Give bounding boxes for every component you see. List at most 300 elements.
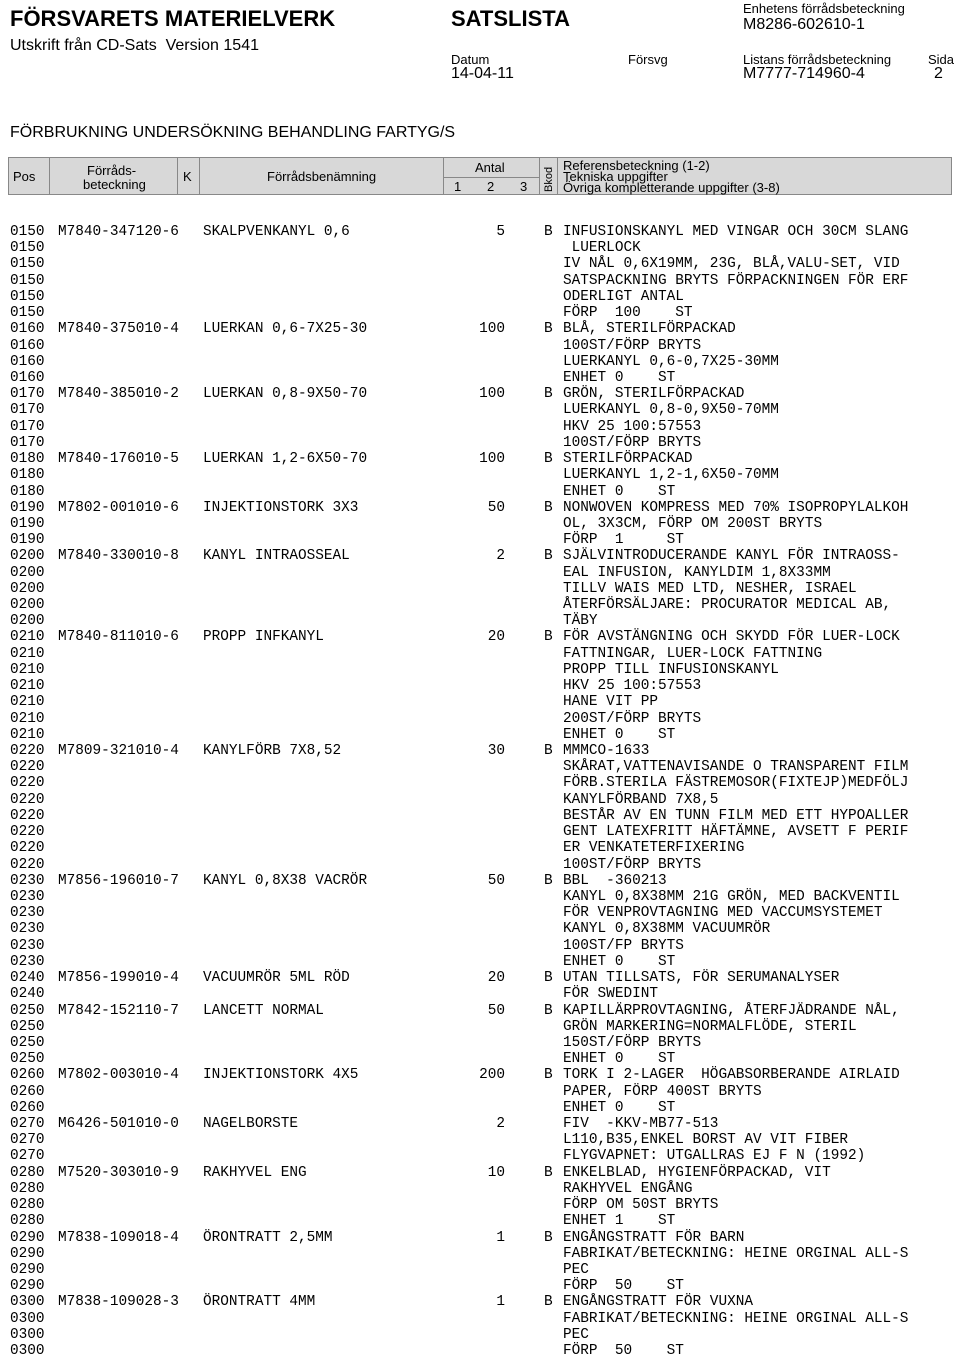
row-ref-text: SKÅRAT,VATTENAVISANDE O TRANSPARENT FILM	[563, 759, 909, 776]
row-ref-text: FÖRP OM 50ST BRYTS	[563, 1197, 719, 1214]
row-pos: 0150	[10, 240, 45, 257]
row-pos: 0150	[10, 305, 45, 322]
table-row	[10, 873, 955, 889]
row-pos: 0200	[10, 548, 45, 565]
table-row	[10, 727, 955, 743]
table-row	[10, 694, 955, 710]
table-row	[10, 1327, 955, 1343]
row-ref-text: LUERKANYL 1,2-1,6X50-70MM	[563, 467, 779, 484]
table-row	[10, 1003, 955, 1019]
table-row	[10, 581, 955, 597]
table-row	[10, 840, 955, 856]
section-title: FÖRBRUKNING UNDERSÖKNING BEHANDLING FARTYG/S	[10, 124, 456, 141]
row-pos: 0250	[10, 1018, 45, 1035]
row-ref-text: MMMCO-1633	[563, 743, 650, 759]
row-forrads-nr: M7802-003010-4	[58, 1067, 179, 1084]
row-forrads-nr: M7838-109018-4	[58, 1229, 179, 1246]
table-row	[10, 565, 955, 581]
row-forrads-nr: M7809-321010-4	[58, 743, 179, 759]
row-bkod: B	[544, 1164, 553, 1181]
row-ref-text: ENKELBLAD, HYGIENFÖRPACKAD, VIT	[563, 1164, 831, 1181]
row-pos: 0220	[10, 807, 45, 824]
row-ref-text: EAL INFUSION, KANYLDIM 1,8X33MM	[563, 564, 831, 581]
table-row	[10, 954, 955, 970]
row-pos: 0210	[10, 726, 45, 743]
table-row	[10, 662, 955, 678]
row-forrads-nr: M7802-001010-6	[58, 499, 179, 516]
doc-type: SATSLISTA	[451, 6, 570, 31]
row-forrads-nr: M7840-330010-8	[58, 548, 179, 565]
row-ref-text: FATTNINGAR, LUER-LOCK FATTNING	[563, 645, 823, 662]
col-forrads-1: Förråds-	[87, 163, 137, 178]
row-bkod: B	[544, 321, 553, 338]
col-ref-1: Referensbeteckning (1-2)	[563, 158, 710, 173]
row-forrads-nr: M6426-501010-0	[58, 1116, 179, 1133]
row-name: INJEKTIONSTORK 4X5	[203, 1067, 359, 1084]
row-ref-text: FABRIKAT/BETECKNING: HEINE ORGINAL ALL-S	[563, 1310, 909, 1327]
table-row	[10, 1262, 955, 1278]
row-bkod: B	[544, 1229, 553, 1246]
row-name: KANYL INTRAOSSEAL	[203, 548, 350, 565]
row-pos: 0150	[10, 272, 45, 289]
row-qty: 30	[487, 743, 505, 759]
row-ref-text: FIV -KKV-MB77-513	[563, 1116, 719, 1133]
row-pos: 0290	[10, 1262, 45, 1278]
row-ref-text: KANYL 0,8X38MM 21G GRÖN, MED BACKVENTIL	[563, 888, 900, 905]
table-row	[10, 1197, 955, 1213]
row-pos: 0190	[10, 515, 45, 532]
table-row	[10, 402, 955, 418]
table-row	[10, 1084, 955, 1100]
row-ref-text: FÖRP 50 ST	[563, 1343, 684, 1360]
page-label: Sida	[928, 52, 955, 67]
row-pos: 0170	[10, 402, 45, 419]
table-row	[10, 370, 955, 386]
table-row	[10, 289, 955, 305]
table-row	[10, 484, 955, 500]
row-qty: 50	[487, 499, 505, 516]
row-bkod: B	[544, 1294, 553, 1311]
org-title: FÖRSVARETS MATERIELVERK	[10, 6, 336, 31]
row-qty: 100	[479, 386, 505, 403]
row-forrads-nr: M7840-385010-2	[58, 386, 179, 403]
table-row	[10, 792, 955, 808]
row-pos: 0290	[10, 1245, 45, 1262]
row-ref-text: GENT LATEXFRITT HÄFTÄMNE, AVSETT F PERIF	[563, 824, 909, 841]
row-pos: 0260	[10, 1067, 45, 1084]
row-pos: 0210	[10, 694, 45, 711]
table-row	[10, 305, 955, 321]
row-ref-text: OL, 3X3CM, FÖRP OM 200ST BRYTS	[563, 515, 823, 532]
table-row	[10, 532, 955, 548]
row-pos: 0220	[10, 759, 45, 776]
row-ref-text: HKV 25 100:57553	[563, 678, 702, 695]
row-pos: 0250	[10, 1051, 45, 1068]
table-row	[10, 1148, 955, 1164]
row-pos: 0220	[10, 743, 45, 759]
row-pos: 0230	[10, 905, 45, 922]
row-ref-text: ENHET 0 ST	[563, 1099, 676, 1116]
table-row	[10, 1132, 955, 1148]
row-pos: 0180	[10, 483, 45, 500]
row-forrads-nr: M7856-199010-4	[58, 970, 179, 987]
table-row	[10, 1067, 955, 1083]
row-pos: 0190	[10, 532, 45, 549]
row-qty: 200	[479, 1067, 505, 1084]
table-row	[10, 1116, 955, 1132]
row-ref-text: IV NÅL 0,6X19MM, 23G, BLÅ,VALU-SET, VID	[563, 256, 900, 273]
col-antal: Antal	[475, 160, 505, 175]
row-forrads-nr: M7856-196010-7	[58, 872, 179, 889]
row-pos: 0170	[10, 434, 45, 451]
row-ref-text: GRÖN MARKERING=NORMALFLÖDE, STERIL	[563, 1018, 857, 1035]
row-ref-text: PEC	[563, 1326, 589, 1343]
table-row	[10, 354, 955, 370]
row-ref-text: TILLV WAIS MED LTD, NESHER, ISRAEL	[563, 580, 857, 597]
col-antal-1: 1	[454, 179, 462, 194]
row-pos: 0220	[10, 791, 45, 808]
row-forrads-nr: M7840-347120-6	[58, 224, 179, 240]
row-ref-text: ENHET 1 ST	[563, 1213, 676, 1230]
row-ref-text: FÖRB.STERILA FÄSTREMOSOR(FIXTEJP)MEDFÖLJ	[563, 775, 909, 792]
row-ref-text: KANYL 0,8X38MM VACUUMRÖR	[563, 921, 771, 938]
row-bkod: B	[544, 386, 553, 403]
table-row	[10, 419, 955, 435]
row-pos: 0260	[10, 1083, 45, 1100]
table-row	[10, 986, 955, 1002]
table-row	[10, 1246, 955, 1262]
table-row	[10, 1051, 955, 1067]
row-bkod: B	[544, 970, 553, 987]
row-ref-text: ÅTERFÖRSÄLJARE: PROCURATOR MEDICAL AB,	[563, 597, 892, 614]
row-ref-text: FÖRP 1 ST	[563, 532, 684, 549]
row-qty: 20	[487, 629, 505, 646]
table-row	[10, 1230, 955, 1246]
row-forrads-nr: M7840-811010-6	[58, 629, 179, 646]
row-pos: 0210	[10, 629, 45, 646]
row-ref-text: FÖR AVSTÄNGNING OCH SKYDD FÖR LUER-LOCK	[563, 629, 900, 646]
row-bkod: B	[544, 629, 553, 646]
row-ref-text: RAKHYVEL ENGÅNG	[563, 1180, 693, 1197]
row-pos: 0200	[10, 597, 45, 614]
row-ref-text: FLYGVAPNET: UTGALLRAS EJ F N (1992)	[563, 1148, 866, 1165]
row-pos: 0220	[10, 856, 45, 873]
row-forrads-nr: M7520-303010-9	[58, 1164, 179, 1181]
table-row	[10, 889, 955, 905]
table-row	[10, 759, 955, 775]
row-name: KANYL 0,8X38 VACRÖR	[203, 872, 368, 889]
date-value: 14-04-11	[451, 65, 514, 82]
table-row	[10, 1035, 955, 1051]
row-ref-text: 100ST/FÖRP BRYTS	[563, 337, 702, 354]
row-pos: 0160	[10, 337, 45, 354]
table-row	[10, 1213, 955, 1229]
row-name: INJEKTIONSTORK 3X3	[203, 499, 359, 516]
date-label: Datum	[451, 52, 490, 67]
row-ref-text: 150ST/FÖRP BRYTS	[563, 1034, 702, 1051]
table-row	[10, 613, 955, 629]
row-bkod: B	[544, 451, 553, 468]
row-pos: 0150	[10, 256, 45, 273]
row-ref-text: ENHET 0 ST	[563, 483, 676, 500]
row-ref-text: ENHET 0 ST	[563, 369, 676, 386]
row-ref-text: LUERKANYL 0,6-0,7X25-30MM	[563, 353, 779, 370]
item-list	[10, 224, 955, 1359]
row-ref-text: BESTÅR AV EN TUNN FILM MED ETT HYPOALLER	[563, 807, 909, 824]
row-pos: 0280	[10, 1197, 45, 1214]
row-forrads-nr: M7842-152110-7	[58, 1002, 179, 1019]
row-qty: 50	[487, 872, 505, 889]
row-ref-text: ENHET 0 ST	[563, 953, 676, 970]
table-row	[10, 548, 955, 564]
table-row	[10, 1165, 955, 1181]
row-name: ÖRONTRATT 2,5MM	[203, 1229, 333, 1246]
row-ref-text: FÖRP 100 ST	[563, 305, 693, 322]
row-bkod: B	[544, 224, 553, 240]
table-row	[10, 1294, 955, 1310]
row-ref-text: TORK I 2-LAGER HÖGABSORBERANDE AIRLAID	[563, 1067, 900, 1084]
row-qty: 2	[496, 548, 505, 565]
row-ref-text: SJÄLVINTRODUCERANDE KANYL FÖR INTRAOSS-	[563, 548, 900, 565]
row-pos: 0290	[10, 1278, 45, 1295]
row-name: PROPP INFKANYL	[203, 629, 324, 646]
row-ref-text: 200ST/FÖRP BRYTS	[563, 710, 702, 727]
row-pos: 0250	[10, 1002, 45, 1019]
row-ref-text: FABRIKAT/BETECKNING: HEINE ORGINAL ALL-S	[563, 1245, 909, 1262]
table-row	[10, 808, 955, 824]
row-qty: 1	[496, 1229, 505, 1246]
column-header-bar	[8, 157, 952, 195]
col-ref-2: Tekniska uppgifter	[563, 169, 668, 184]
row-ref-text: 100ST/FÖRP BRYTS	[563, 434, 702, 451]
row-pos: 0230	[10, 872, 45, 889]
table-row	[10, 938, 955, 954]
row-pos: 0280	[10, 1180, 45, 1197]
row-name: LUERKAN 0,8-9X50-70	[203, 386, 368, 403]
row-pos: 0160	[10, 369, 45, 386]
table-row	[10, 970, 955, 986]
row-pos: 0300	[10, 1310, 45, 1327]
row-ref-text: L110,B35,ENKEL BORST AV VIT FIBER	[563, 1132, 848, 1149]
table-row	[10, 516, 955, 532]
row-pos: 0150	[10, 224, 45, 240]
row-ref-text: FÖR SWEDINT	[563, 986, 658, 1003]
forsvg-label: Försvg	[628, 52, 668, 67]
row-ref-text: PROPP TILL INFUSIONSKANYL	[563, 661, 779, 678]
unit-value: M8286-602610-1	[743, 16, 865, 33]
row-pos: 0210	[10, 661, 45, 678]
row-bkod: B	[544, 499, 553, 516]
row-bkod: B	[544, 548, 553, 565]
table-row	[10, 824, 955, 840]
row-ref-text: UTAN TILLSATS, FÖR SERUMANALYSER	[563, 970, 840, 987]
row-ref-text: GRÖN, STERILFÖRPACKAD	[563, 386, 745, 403]
row-pos: 0270	[10, 1116, 45, 1133]
row-pos: 0300	[10, 1343, 45, 1360]
table-row	[10, 500, 955, 516]
row-ref-text: LUERKANYL 0,8-0,9X50-70MM	[563, 402, 779, 419]
subtitle: Utskrift från CD-Sats Version 1541	[10, 37, 259, 54]
row-ref-text: ENGÅNGSTRATT FÖR VUXNA	[563, 1294, 753, 1311]
table-row	[10, 1019, 955, 1035]
row-ref-text: FÖR VENPROVTAGNING MED VACCUMSYSTEMET	[563, 905, 883, 922]
table-row	[10, 224, 955, 240]
col-k: K	[183, 169, 192, 184]
col-pos: Pos	[13, 169, 36, 184]
row-qty: 10	[487, 1164, 505, 1181]
row-qty: 1	[496, 1294, 505, 1311]
row-pos: 0270	[10, 1148, 45, 1165]
row-qty: 2	[496, 1116, 505, 1133]
row-pos: 0270	[10, 1132, 45, 1149]
table-row	[10, 646, 955, 662]
table-row	[10, 743, 955, 759]
table-row	[10, 678, 955, 694]
row-pos: 0220	[10, 840, 45, 857]
row-pos: 0210	[10, 678, 45, 695]
row-name: KANYLFÖRB 7X8,52	[203, 743, 342, 759]
row-ref-text: NONWOVEN KOMPRESS MED 70% ISOPROPYLALKOH	[563, 499, 909, 516]
col-antal-3: 3	[520, 179, 528, 194]
row-pos: 0200	[10, 613, 45, 630]
row-pos: 0280	[10, 1213, 45, 1230]
row-pos: 0260	[10, 1099, 45, 1116]
row-name: LUERKAN 0,6-7X25-30	[203, 321, 368, 338]
table-row	[10, 1181, 955, 1197]
row-pos: 0180	[10, 451, 45, 468]
table-row	[10, 386, 955, 402]
col-antal-2: 2	[487, 179, 495, 194]
row-pos: 0280	[10, 1164, 45, 1181]
row-name: LUERKAN 1,2-6X50-70	[203, 451, 368, 468]
row-pos: 0170	[10, 418, 45, 435]
row-pos: 0230	[10, 953, 45, 970]
row-ref-text: HANE VIT PP	[563, 694, 658, 711]
row-pos: 0300	[10, 1326, 45, 1343]
table-row	[10, 451, 955, 467]
table-row	[10, 321, 955, 337]
col-ref-3: Övriga kompletterande uppgifter (3-8)	[563, 180, 780, 195]
row-pos: 0240	[10, 986, 45, 1003]
row-ref-text: TÄBY	[563, 613, 598, 630]
row-name: SKALPVENKANYL 0,6	[203, 224, 350, 240]
row-pos: 0200	[10, 580, 45, 597]
row-pos: 0180	[10, 467, 45, 484]
row-ref-text: ENGÅNGSTRATT FÖR BARN	[563, 1229, 745, 1246]
row-pos: 0170	[10, 386, 45, 403]
row-ref-text: BLÅ, STERILFÖRPACKAD	[563, 321, 736, 338]
row-forrads-nr: M7838-109028-3	[58, 1294, 179, 1311]
row-ref-text: 100ST/FP BRYTS	[563, 937, 684, 954]
table-row	[10, 338, 955, 354]
row-qty: 100	[479, 451, 505, 468]
row-bkod: B	[544, 872, 553, 889]
row-ref-text: STERILFÖRPACKAD	[563, 451, 693, 468]
list-value: M7777-714960-4	[743, 65, 865, 82]
row-qty: 20	[487, 970, 505, 987]
row-ref-text: ENHET 0 ST	[563, 1051, 676, 1068]
row-pos: 0250	[10, 1034, 45, 1051]
row-pos: 0210	[10, 645, 45, 662]
col-forrads-2: beteckning	[83, 177, 146, 192]
row-qty: 5	[496, 224, 505, 240]
table-row	[10, 273, 955, 289]
row-pos: 0220	[10, 775, 45, 792]
row-name: LANCETT NORMAL	[203, 1002, 324, 1019]
table-row	[10, 629, 955, 645]
table-row	[10, 597, 955, 613]
row-ref-text: HKV 25 100:57553	[563, 418, 702, 435]
row-name: NAGELBORSTE	[203, 1116, 298, 1133]
row-ref-text: PEC	[563, 1262, 589, 1278]
row-forrads-nr: M7840-375010-4	[58, 321, 179, 338]
row-ref-text: KAPILLÄRPROVTAGNING, ÅTERFJÄDRANDE NÅL,	[563, 1002, 900, 1019]
table-row	[10, 467, 955, 483]
row-pos: 0300	[10, 1294, 45, 1311]
row-pos: 0210	[10, 710, 45, 727]
table-row	[10, 256, 955, 272]
row-forrads-nr: M7840-176010-5	[58, 451, 179, 468]
row-ref-text: FÖRP 50 ST	[563, 1278, 684, 1295]
row-ref-text: INFUSIONSKANYL MED VINGAR OCH 30CM SLANG	[563, 224, 909, 240]
row-ref-text: PAPER, FÖRP 400ST BRYTS	[563, 1083, 762, 1100]
table-row	[10, 1100, 955, 1116]
row-pos: 0290	[10, 1229, 45, 1246]
row-ref-text: ER VENKATETERFIXERING	[563, 840, 745, 857]
col-bkod: Bkod	[543, 166, 555, 192]
row-name: VACUUMRÖR 5ML RÖD	[203, 970, 350, 987]
row-bkod: B	[544, 1002, 553, 1019]
row-pos: 0190	[10, 499, 45, 516]
table-row	[10, 921, 955, 937]
table-row	[10, 857, 955, 873]
row-ref-text: KANYLFÖRBAND 7X8,5	[563, 791, 719, 808]
list-label: Listans förrådsbeteckning	[743, 52, 892, 67]
table-row	[10, 435, 955, 451]
row-qty: 50	[487, 1002, 505, 1019]
row-pos: 0240	[10, 970, 45, 987]
row-pos: 0230	[10, 937, 45, 954]
table-row	[10, 1311, 955, 1327]
row-pos: 0220	[10, 824, 45, 841]
row-pos: 0150	[10, 288, 45, 305]
row-ref-text: 100ST/FÖRP BRYTS	[563, 856, 702, 873]
page-value: 2	[934, 65, 943, 82]
row-pos: 0230	[10, 888, 45, 905]
table-row	[10, 1278, 955, 1294]
row-ref-text: BBL -360213	[563, 872, 667, 889]
row-ref-text: ENHET 0 ST	[563, 726, 676, 743]
row-pos: 0160	[10, 353, 45, 370]
row-pos: 0160	[10, 321, 45, 338]
row-ref-text: ODERLIGT ANTAL	[563, 288, 684, 305]
row-bkod: B	[544, 743, 553, 759]
row-ref-text: SATSPACKNING BRYTS FÖRPACKNINGEN FÖR ERF	[563, 272, 909, 289]
row-ref-text: LUERLOCK	[563, 240, 641, 257]
row-pos: 0200	[10, 564, 45, 581]
row-bkod: B	[544, 1067, 553, 1084]
table-row	[10, 1343, 955, 1359]
col-name: Förrådsbenämning	[267, 169, 377, 184]
row-qty: 100	[479, 321, 505, 338]
table-row	[10, 775, 955, 791]
table-row	[10, 711, 955, 727]
row-name: RAKHYVEL ENG	[203, 1164, 307, 1181]
table-row	[10, 905, 955, 921]
row-pos: 0230	[10, 921, 45, 938]
row-name: ÖRONTRATT 4MM	[203, 1294, 316, 1311]
table-row	[10, 240, 955, 256]
